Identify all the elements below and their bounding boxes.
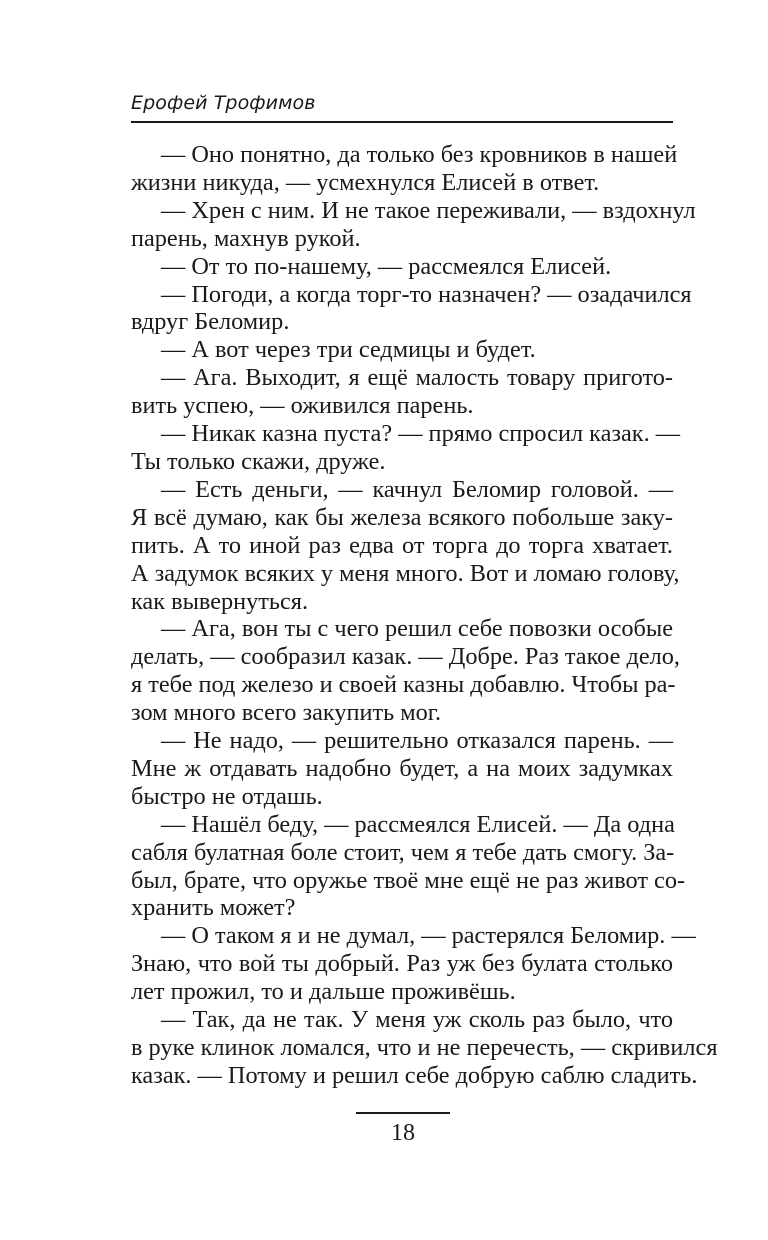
text-line: — Не надо, — решительно отказался парень. — bbox=[161, 727, 673, 755]
text-line: — Ага. Выходит, я ещё малость товару пригото- bbox=[161, 364, 673, 392]
paragraph bbox=[131, 336, 673, 364]
text-line: Знаю, что вой ты добрый. Раз уж без булата столько bbox=[131, 950, 673, 978]
paragraph bbox=[131, 364, 673, 420]
paragraph bbox=[131, 922, 696, 1006]
header-rule bbox=[131, 121, 673, 123]
text-line: Я всё думаю, как бы железа всякого побольше заку- bbox=[131, 503, 673, 531]
page-number: 18 bbox=[391, 1120, 415, 1146]
text-line: казак. — Потому и решил себе добрую саблю сладить. bbox=[131, 1061, 698, 1089]
text-line: парень, махнув рукой. bbox=[131, 224, 361, 252]
text-line: зом много всего закупить мог. bbox=[131, 699, 442, 727]
paragraph bbox=[131, 1006, 718, 1090]
paragraph bbox=[131, 253, 673, 281]
text-line: Ты только скажи, друже. bbox=[131, 447, 386, 475]
text-line: — А вот через три седмицы и будет. bbox=[161, 336, 536, 364]
text-line: как вывернуться. bbox=[131, 587, 309, 615]
paragraph bbox=[131, 615, 680, 727]
text-line: лет прожил, то и дальше проживёшь. bbox=[131, 978, 516, 1006]
text-line: делать, — сообразил казак. — Добре. Раз такое дело, bbox=[131, 643, 680, 671]
text-line: — Нашёл беду, — рассмеялся Елисей. — Да одна bbox=[161, 810, 675, 838]
text-line: вдруг Беломир. bbox=[131, 308, 290, 336]
text-line: — Погоди, а когда торг-то назначен? — озадачился bbox=[161, 280, 692, 308]
footer-rule bbox=[356, 1112, 450, 1114]
text-line: пить. А то иной раз едва от торга до торга хватает. bbox=[131, 531, 673, 559]
paragraph bbox=[131, 196, 696, 253]
text-line: жизни никуда, — усмехнулся Елисей в ответ. bbox=[131, 168, 600, 196]
text-line: — Есть деньги, — качнул Беломир головой. — bbox=[161, 475, 673, 503]
text-line: я тебе под железо и своей казны добавлю. Чтобы ра- bbox=[131, 671, 676, 699]
paragraph bbox=[131, 280, 692, 337]
text-line: сабля булатная боле стоит, чем я тебе дать смогу. За- bbox=[131, 838, 675, 866]
paragraph bbox=[131, 420, 681, 476]
paragraph bbox=[131, 475, 680, 616]
paragraph bbox=[131, 727, 673, 811]
text-line: был, брате, что оружье твоё мне ещё не раз живот со- bbox=[131, 866, 686, 894]
text-line: А задумок всяких у меня много. Вот и ломаю голову, bbox=[131, 559, 680, 587]
text-line: — От то по-нашему, — рассмеялся Елисей. bbox=[161, 252, 612, 280]
body-text bbox=[131, 141, 718, 1090]
text-line: хранить может? bbox=[131, 894, 296, 922]
text-line: — Оно понятно, да только без кровников в нашей bbox=[161, 141, 678, 168]
text-line: — Никак казна пуста? — прямо спросил казак. — bbox=[161, 420, 681, 448]
text-line: — Хрен с ним. И не такое переживали, — вздохнул bbox=[161, 196, 696, 224]
paragraph bbox=[131, 810, 686, 923]
paragraph bbox=[131, 141, 678, 197]
running-head-author: Ерофей Трофимов bbox=[131, 92, 316, 114]
text-line: Мне ж отдавать надобно будет, а на моих задумках bbox=[131, 754, 673, 782]
text-line: в руке клинок ломался, что и не перечесть, — скривился bbox=[131, 1034, 718, 1061]
text-line: вить успею, — оживился парень. bbox=[131, 392, 474, 420]
text-line: — Ага, вон ты с чего решил себе повозки особые bbox=[161, 615, 673, 643]
text-line: быстро не отдашь. bbox=[131, 782, 323, 810]
text-line: — Так, да не так. У меня уж сколь раз было, что bbox=[161, 1006, 673, 1034]
text-line: — О таком я и не думал, — растерялся Беломир. — bbox=[161, 922, 696, 950]
